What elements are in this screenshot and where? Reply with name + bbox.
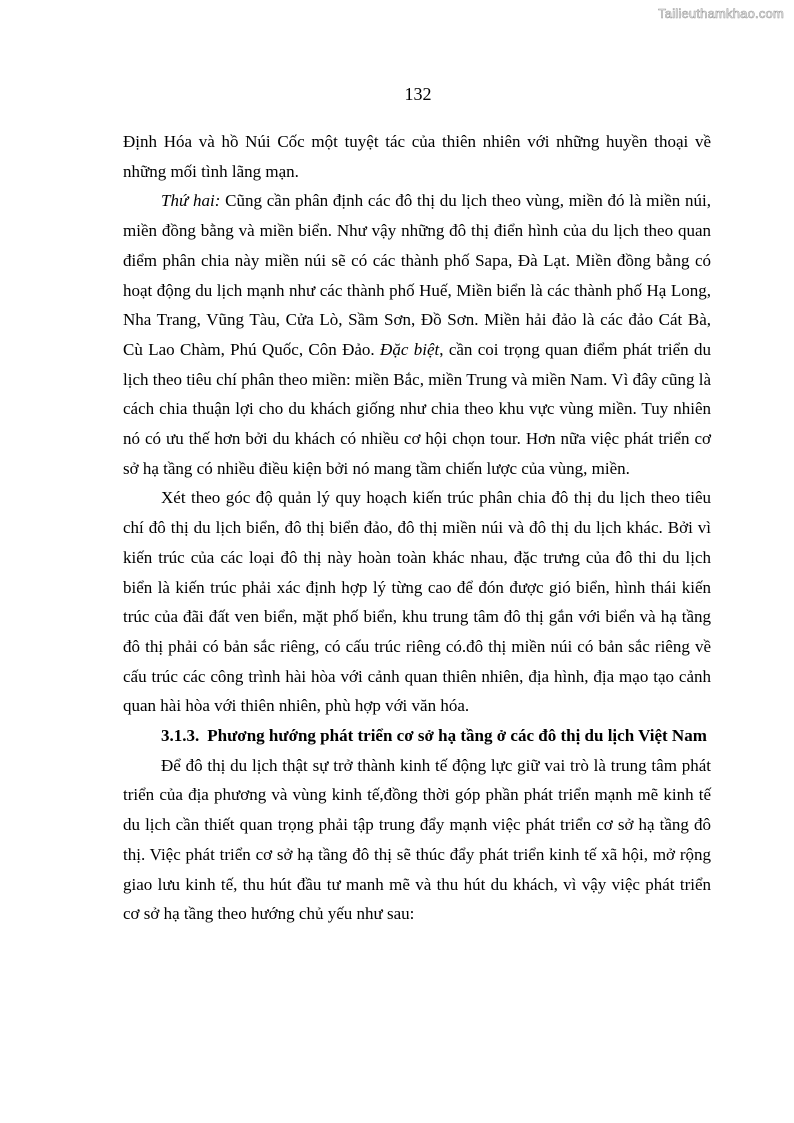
section-title: Phương hướng phát triển cơ sở hạ tầng ở các đô thị du lịch Việt Nam [207, 726, 707, 746]
paragraph-text: Cũng cần phân định các đô thị du lịch theo vùng, miền đó là miền núi, miền đồng bằng và miền biển. Như vậy những đô thị điển hình của du lịch theo quan điểm phân chia này miền núi sẽ có các thành phố Sapa, Đà Lạt. Miền đồng bằng có hoạt động du lịch mạnh như các thành phố Huế, Miền biển là các thành phố Hạ Long, Nha Trang, Vũng Tàu, Cửa Lò, Sầm Sơn, Đồ Sơn. Miền hải đảo là các đảo Cát Bà, Cù Lao Chàm, Phú Quốc, Côn Đảo. [123, 191, 711, 359]
section-heading [123, 721, 711, 751]
watermark-text: Tailieuthamkhao.com [658, 6, 784, 21]
emphasis-italic: Đặc biệt [380, 339, 440, 359]
page-number: 132 [404, 84, 432, 104]
paragraph-lead-italic: Thứ hai: [161, 191, 221, 211]
paragraph-architecture: Xét theo góc độ quản lý quy hoạch kiến trúc phân chia đô thị du lịch theo tiêu chí đô thị du lịch biển, đô thị biển đảo, đô thị miền núi và đô thị du lịch khác. Bởi vì kiến trúc của các loại đô thị này hoàn toàn khác nhau, đặc trưng của đô thi du lịch biển là kiến trúc phải xác định hợp lý từng cao để đón được gió biển, hình thái kiến trúc của đãi đất ven biển, mặt phố biển, khu trung tâm đô thị gắn với biển và hạ tầng đô thị phải có bản sắc riêng, có cấu trúc riêng có.đô thị miền núi có bản sắc riêng về cấu trúc các công trình hài hòa với cảnh quan thiên nhiên, địa hình, địa mạo tạo cảnh quan hài hòa với thiên nhiên, phù hợp với văn hóa. [123, 488, 711, 716]
paragraph-text: , cần coi trọng quan điểm phát triển du lịch theo tiêu chí phân theo miền: miền Bắc, miền Trung và miền Nam. Vì đây cũng là cách chia thuận lợi cho du khách giống như chia theo khu vực vùng miền. Tuy nhiên nó có ưu thế hơn bởi du khách có nhiều cơ hội chọn tour. Hơn nữa việc phát triển cơ sở hạ tầng có nhiều điều kiện bởi nó mang tầm chiến lược của vùng, miền. [123, 339, 711, 478]
section-number: 3.1.3. [161, 726, 200, 746]
paragraph-second-point [123, 186, 711, 483]
document-body [123, 127, 711, 929]
paragraph-continuation: Định Hóa và hồ Núi Cốc một tuyệt tác của thiên nhiên với những huyền thoại về những mối tình lãng mạn. [123, 132, 711, 181]
paragraph-infrastructure: Để đô thị du lịch thật sự trở thành kinh tế động lực giữ vai trò là trung tâm phát triển của địa phương và vùng kinh tế,đồng thời góp phần phát triển mạnh mẽ kinh tế du lịch cần thiết quan trọng phải tập trung đẩy mạnh việc phát triển cơ sở hạ tầng đô thị. Việc phát triển cơ sở hạ tầng đô thị sẽ thúc đẩy phát triển kinh tế xã hội, mở rộng giao lưu kinh tế, thu hút đầu tư manh mẽ và thu hút du khách, vì vậy việc phát triển cơ sở hạ tầng theo hướng chủ yếu như sau: [123, 755, 711, 924]
